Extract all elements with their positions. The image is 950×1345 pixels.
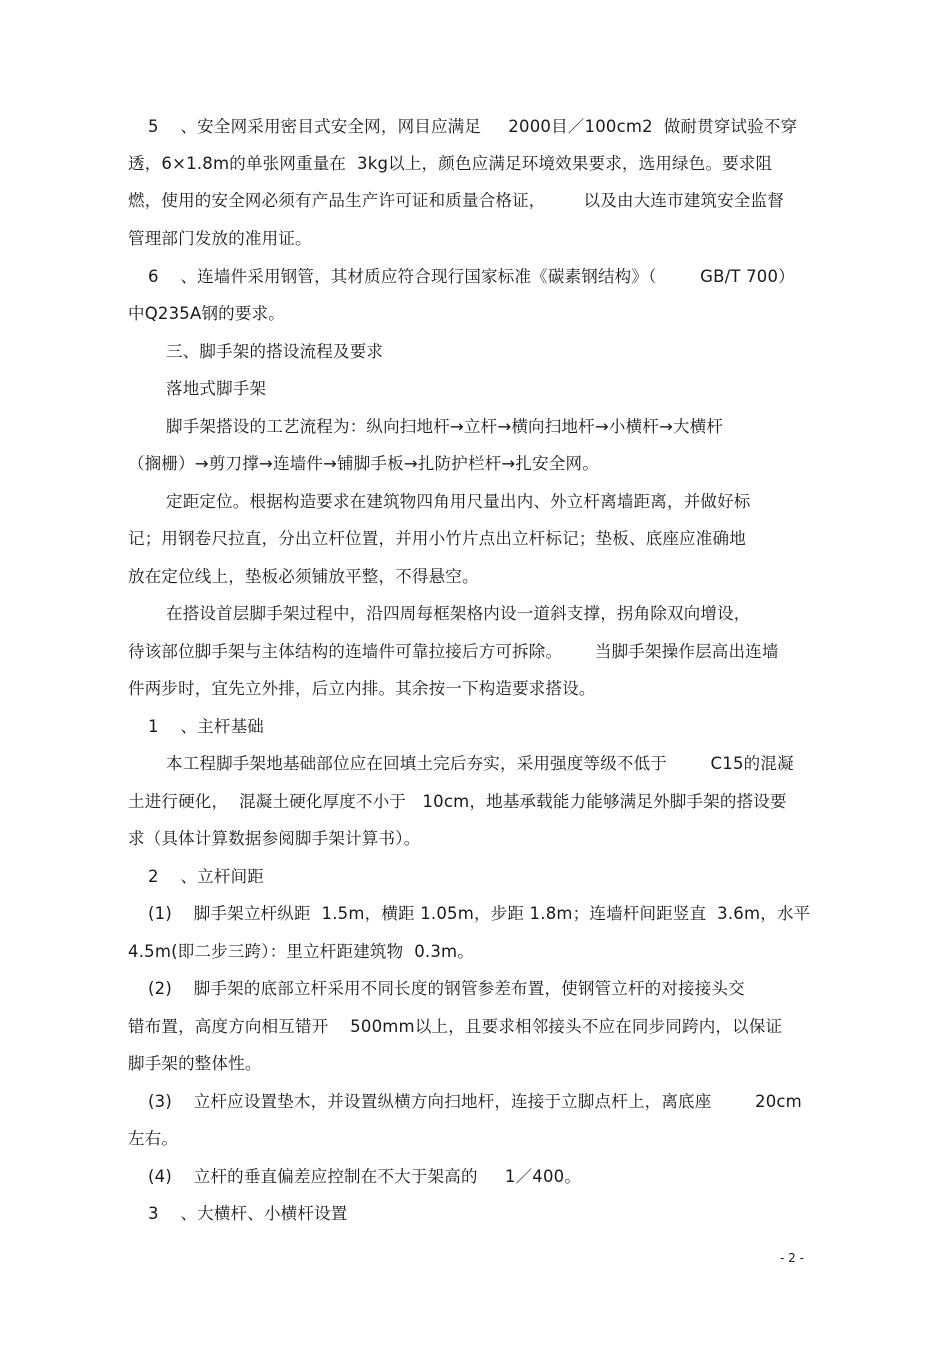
text-line: 件两步时，宜先立外排，后立内排。其余按一下构造要求搭设。 (128, 679, 596, 698)
item-heading: 1 、主杆基础 (148, 717, 264, 736)
text-line: 脚手架搭设的工艺流程为：纵向扫地杆→立杆→横向扫地杆→小横杆→大横杆 (166, 417, 724, 436)
text-line: 定距定位。根据构造要求在建筑物四角用尺量出内、外立杆离墙距离，并做好标 (166, 492, 751, 511)
text-line: 5 、安全网采用密目式安全网，网目应满足 2000目／100cm2 做耐贯穿试验不穿 (148, 117, 798, 136)
text-line: 4.5m(即二步三跨）：里立杆距建筑物 0.3m。 (128, 942, 475, 961)
text-line: (4) 立杆的垂直偏差应控制在不大于架高的 1／400。 (148, 1167, 582, 1186)
text-line: 中Q235A钢的要求。 (128, 304, 285, 323)
text-line: 燃，使用的安全网必须有产品生产许可证和质量合格证， 以及由大连市建筑安全监督 (128, 191, 785, 210)
text-line: 本工程脚手架地基础部位应在回填土完后夯实，采用强度等级不低于 C15的混凝 (166, 754, 794, 773)
item-heading: 2 、立杆间距 (148, 867, 264, 886)
subsection-heading: 落地式脚手架 (166, 379, 267, 398)
text-line: 放在定位线上，垫板必须铺放平整，不得悬空。 (128, 567, 479, 586)
text-line: (1) 脚手架立杆纵距 1.5m，横距 1.05m，步距 1.8m；连墙杆间距竖直 3.6m，水平 (148, 904, 811, 923)
item-heading: 3 、大横杆、小横杆设置 (148, 1204, 348, 1223)
text-line: 记；用钢卷尺拉直，分出立杆位置，并用小竹片点出立杆标记；垫板、底座应准确地 (128, 529, 746, 548)
text-line: 6 、连墙件采用钢管，其材质应符合现行国家标准《碳素钢结构》（ GB/T 700） (148, 267, 795, 286)
text-line: (2) 脚手架的底部立杆采用不同长度的钢管参差布置，使钢管立杆的对接接头交 (148, 979, 745, 998)
text-line: (3) 立杆应设置垫木，并设置纵横方向扫地杆，连接于立脚点杆上，离底座 20cm (148, 1092, 802, 1111)
section-heading: 三、脚手架的搭设流程及要求 (166, 342, 384, 361)
page-number: - 2 - (780, 1251, 804, 1265)
text-line: 脚手架的整体性。 (128, 1054, 262, 1073)
text-line: 管理部门发放的准用证。 (128, 229, 312, 248)
text-line: 在搭设首层脚手架过程中，沿四周每框架格内设一道斜支撑，拐角除双向增设， (166, 604, 751, 623)
text-line: 错布置，高度方向相互错开 500mm以上，且要求相邻接头不应在同步同跨内，以保证 (128, 1017, 783, 1036)
text-line: 求（具体计算数据参阅脚手架计算书）。 (128, 829, 421, 848)
text-line: 左右。 (128, 1129, 179, 1148)
text-line: （搁栅）→剪刀撑→连墙件→铺脚手板→扎防护栏杆→扎安全网。 (128, 454, 599, 473)
text-line: 待该部位脚手架与主体结构的连墙件可靠拉接后方可拆除。 当脚手架操作层高出连墙 (128, 642, 779, 661)
text-line: 透，6×1.8m的单张网重量在 3kg以上，颜色应满足环境效果要求，选用绿色。要求阻 (128, 154, 773, 173)
text-line: 土进行硬化， 混凝土硬化厚度不小于 10cm，地基承载能力能够满足外脚手架的搭设要 (128, 792, 787, 811)
